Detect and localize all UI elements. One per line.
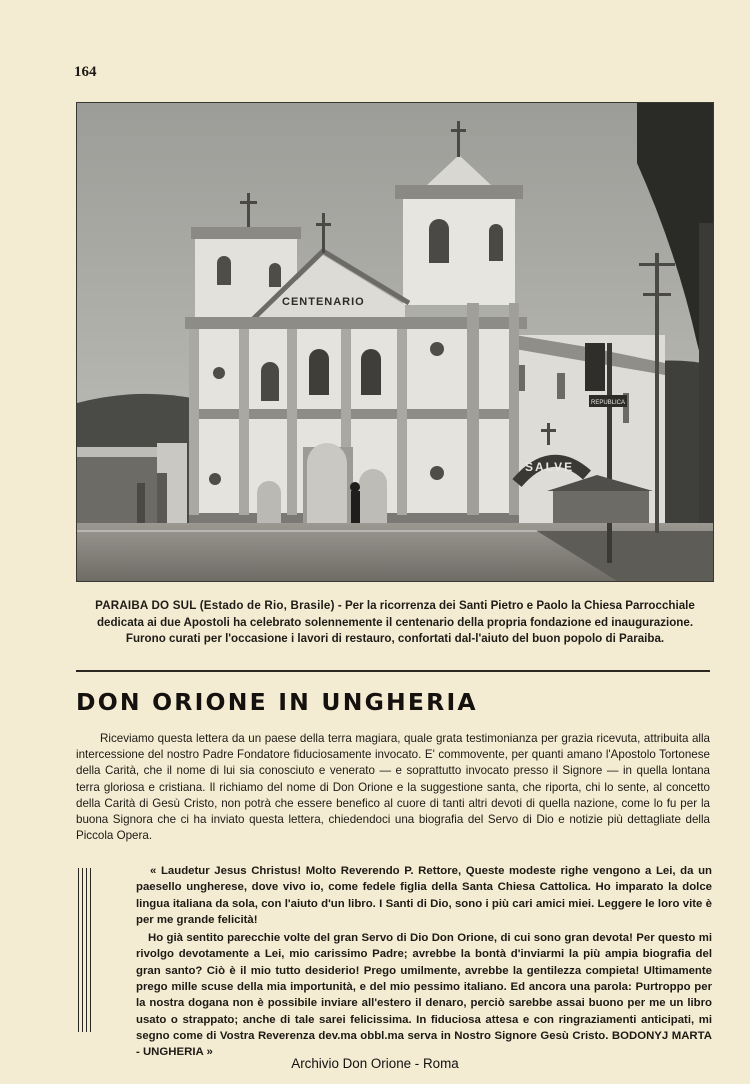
archive-footer: Archivio Don Orione - Roma: [291, 1056, 459, 1071]
section-divider: [76, 670, 710, 672]
quoted-letter: [136, 863, 712, 1061]
letter-margin-bars: [78, 868, 94, 1032]
caption-text: - Per la ricorrenza dei Santi Pietro e Paolo la Chiesa Parrocchiale dedicata ai due Apostoli ha celebrato solennemente il centenario della propria fondazione ed inaugurazione. Furono curati per l'occasione i lavori di restauro, confortati dal-l'aiuto del buon popolo di Paraiba.: [96, 599, 695, 645]
letter-paragraph: Ho già sentito parecchie volte del gran Servo di Dio Don Orione, di cui sono gran devota! Per questo mi rivolgo devotamente a Lei, mio carissimo Padre; avrebbe la bontà d'inviarmi la più ampia biografia del gran santo? Ciò è il mio tutto desiderio! Prego umilmente, avrebbe la gentilezza compieta! Ultimamente prego mille scuse della mia importunità, e del mio pessimo italiano. Ed ancora una parola: Purtroppo per la nostra dogana non è possibile inviare all'estero il denaro, perciò sarebbe assai buono per me un libro usato o strappato; anche di tale sarei felicissima. In fiduciosa attesa e con ringraziamenti anticipati, mi segno come di Vostra Reverenza dev.ma obbl.ma serva in Nostro Signore Gesù Cristo. BODONYJ MARTA - UNGHERIA »: [136, 932, 712, 1059]
pediment-lettering: CENTENARIO: [282, 296, 365, 308]
letter-paragraph: « Laudetur Jesus Christus! Molto Reverendo P. Rettore, Queste modeste righe vengono a Lei, da un paesello ungherese, dove vivo io, come fedele figlia della Santa Chiesa Cattolica. Ho imparato la dolce lingua italiana da sola, con l'aiuto d'un libro. I Santi di Dio, sono i più cari amici miei. Leggere le loro vite è per me grande felicità!: [136, 865, 712, 926]
photo-caption: [92, 598, 698, 648]
article-intro: Riceviamo questa lettera da un paese della terra magiara, quale grata testimonianza per grazia ricevuta, attribuita alla intercessione del nostro Padre Fondatore fiduciosamente invocato. E' commovente, per quanti amano l'Apostolo Tortonese della Carità, che il nome di lui sia conosciuto e venerato — e soprattutto invocato presso il Signore — in quella lontana terra gloriosa e cristiana. Il richiamo del nome di Don Orione e la suggestione santa, che riporta, chi lo sente, al concetto della Carità di Gesù Cristo, non potrà che essere benefico al cuore di tanti altri devoti di quella nazione, come lo fu per la buona Signora che ci ha inviato questa lettera, chiedendoci una biografia del Servo di Dio e notizie più dettagliate della Piccola Opera.: [76, 732, 710, 843]
article-title: DON ORIONE IN UNGHERIA: [76, 688, 478, 716]
caption-place: PARAIBA DO SUL (Estado de Rio, Brasile): [95, 599, 335, 612]
church-photo: [76, 102, 714, 582]
salve-arch-text: SALVE: [525, 460, 575, 474]
page-number: 164: [74, 64, 97, 80]
street-sign-text: REPUBLICA: [591, 400, 626, 406]
church-illustration: [77, 103, 713, 581]
